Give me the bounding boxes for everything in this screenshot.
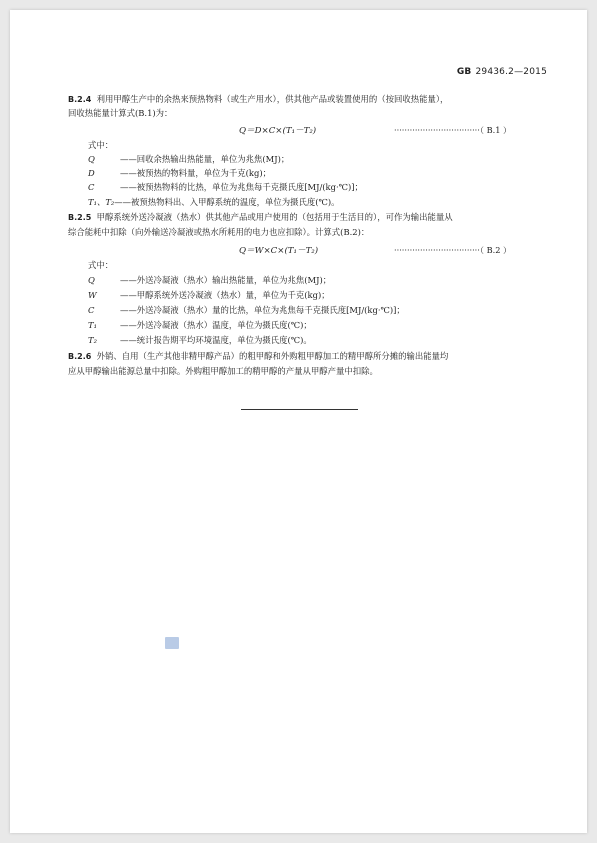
definition-row: Q ——外送冷凝液（热水）输出热能量，单位为兆焦(MJ)；: [88, 275, 332, 285]
clause-b24-line2: 回收热能量计算式(B.1)为：: [68, 108, 173, 118]
small-stamp-mark: [165, 637, 179, 649]
clause-b25-label: B.2.5: [68, 213, 92, 222]
clause-b24-line1: B.2.4 利用甲醇生产中的余热来预热物料（或生产用水），供其他产品或装置使用的（按回收热能量），: [68, 94, 449, 104]
definition-row: W ——甲醇系统外送冷凝液（热水）量，单位为千克(kg)；: [88, 290, 330, 300]
definition-row: C ——被预热物料的比热，单位为兆焦每千克摄氏度[MJ/(kg·℃)]；: [88, 182, 363, 192]
standard-number: 29436.2—2015: [475, 67, 547, 77]
clause-b26-label: B.2.6: [68, 352, 92, 361]
clause-b25-line1: B.2.5 甲醇系统外送冷凝液（热水）供其他产品或用户使用的（包括用于生活目的），可作为输出能量从: [68, 212, 453, 222]
definition-row: C ——外送冷凝液（热水）量的比热，单位为兆焦每千克摄氏度[MJ/(kg·℃)]；: [88, 305, 405, 315]
standard-header: [457, 67, 547, 77]
definition-row: Q ——回收余热输出热能量，单位为兆焦(MJ)；: [88, 154, 290, 164]
end-rule: [241, 409, 358, 410]
clause-b26-line1: B.2.6 外销、自用（生产其他非精甲醇产品）的粗甲醇和外购粗甲醇加工的精甲醇所分摊的输出能量均: [68, 351, 449, 361]
clause-b24-label: B.2.4: [68, 95, 92, 104]
document-page: [10, 10, 587, 833]
definition-row: T₁、T₂——被预热物料出、入甲醇系统的温度，单位为摄氏度(℃)。: [88, 197, 340, 207]
where-label-b2: 式中：: [88, 260, 114, 270]
clause-b26-line2: 应从甲醇输出能源总量中扣除。外购粗甲醇加工的精甲醇的产量从甲醇产量中扣除。: [68, 366, 378, 376]
formula-b2: Q＝W×C×(T₁－T₂): [239, 246, 319, 256]
where-label-b1: 式中：: [88, 140, 114, 150]
equation-number-b1: ·································（ B.1 ）: [394, 125, 512, 135]
equation-number-b2: ·································（ B.2 ）: [394, 245, 512, 255]
standard-code: GB: [456, 67, 472, 77]
definition-row: T₁ ——外送冷凝液（热水）温度，单位为摄氏度(℃)；: [88, 320, 312, 330]
definition-row: D ——被预热的物料量，单位为千克(kg)；: [88, 168, 271, 178]
formula-b1: Q＝D×C×(T₁－T₂): [239, 126, 317, 136]
definition-row: T₂ ——统计报告期平均环境温度，单位为摄氏度(℃)。: [88, 335, 312, 345]
clause-b25-line2: 综合能耗中扣除（向外输送冷凝液或热水所耗用的电力也应扣除）。计算式(B.2)：: [68, 227, 370, 237]
